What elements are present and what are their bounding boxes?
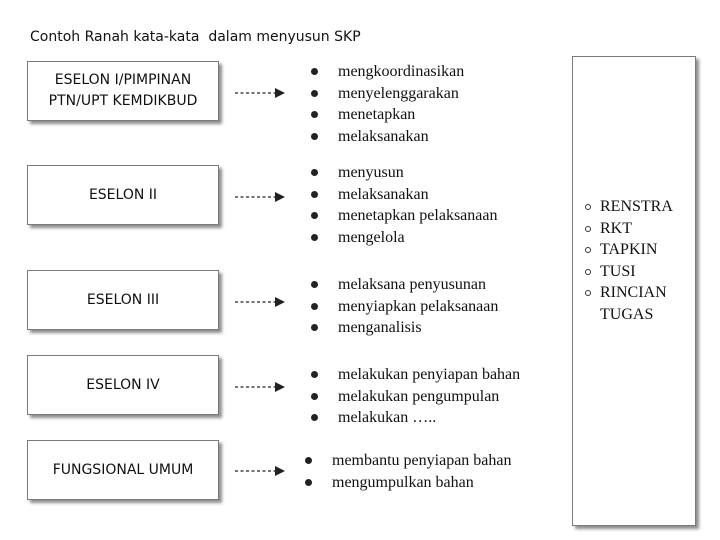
document-list xyxy=(584,196,673,325)
box-eselon-2 xyxy=(27,165,219,225)
list-item: menyelenggarakan xyxy=(308,83,464,105)
list-item: menganalisis xyxy=(308,317,498,339)
list-item: melaksanakan xyxy=(308,184,497,206)
bullet-icon xyxy=(311,169,318,176)
box-fungsional-umum xyxy=(27,440,219,500)
ring-bullet-icon xyxy=(585,247,591,253)
box-eselon-4-label: ESELON IV xyxy=(86,376,160,393)
box-eselon-1 xyxy=(27,61,219,121)
list-item: TUSI xyxy=(584,261,673,283)
arrow-right-icon xyxy=(235,191,285,203)
box-fungsional-umum-label: FUNGSIONAL UMUM xyxy=(52,461,194,478)
bullet-icon xyxy=(311,393,318,400)
arrow-right-icon xyxy=(235,381,285,393)
bullet-icon xyxy=(311,414,318,421)
list-item: melaksanakan xyxy=(308,126,464,148)
verb-list-eselon-4 xyxy=(308,364,520,429)
bullet-icon xyxy=(311,90,318,97)
list-item: RENSTRA xyxy=(584,196,673,218)
verb-list-fungsional-umum xyxy=(302,450,512,493)
arrow-right-icon xyxy=(235,87,285,99)
list-item: menetapkan xyxy=(308,104,464,126)
bullet-icon xyxy=(311,191,318,198)
bullet-icon xyxy=(311,212,318,219)
list-item: melakukan ….. xyxy=(308,407,520,429)
arrow-right-icon xyxy=(235,465,285,477)
bullet-icon xyxy=(311,68,318,75)
ring-bullet-icon xyxy=(585,290,591,296)
ring-bullet-icon xyxy=(585,269,591,275)
list-item: TAPKIN xyxy=(584,239,673,261)
bullet-icon xyxy=(311,303,318,310)
slide-title: Contoh Ranah kata-kata dalam menyusun SKP xyxy=(30,29,361,45)
ring-bullet-icon xyxy=(585,204,591,210)
list-item: membantu penyiapan bahan xyxy=(302,450,512,472)
list-item: menyusun xyxy=(308,162,497,184)
bullet-icon xyxy=(311,234,318,241)
verb-list-eselon-2 xyxy=(308,162,497,248)
list-item: RINCIAN TUGAS xyxy=(584,282,673,325)
box-eselon-3-label: ESELON III xyxy=(86,291,160,308)
arrow-right-icon xyxy=(235,296,285,308)
bullet-icon xyxy=(305,479,312,486)
box-eselon-1-label: ESELON I/PIMPINAN PTN/UPT KEMDIKBUD xyxy=(48,72,198,109)
list-item: melakukan penyiapan bahan xyxy=(308,364,520,386)
bullet-icon xyxy=(311,111,318,118)
list-item: RKT xyxy=(584,218,673,240)
ring-bullet-icon xyxy=(585,226,591,232)
box-eselon-2-label: ESELON II xyxy=(88,186,158,203)
verb-list-eselon-3 xyxy=(308,274,498,339)
bullet-icon xyxy=(311,133,318,140)
bullet-icon xyxy=(305,457,312,464)
box-eselon-3 xyxy=(27,270,219,330)
list-item: mengelola xyxy=(308,227,497,249)
list-item: mengkoordinasikan xyxy=(308,61,464,83)
list-item: menetapkan pelaksanaan xyxy=(308,205,497,227)
list-item: menyiapkan pelaksanaan xyxy=(308,296,498,318)
list-item: melaksana penyusunan xyxy=(308,274,498,296)
bullet-icon xyxy=(311,324,318,331)
list-item: melakukan pengumpulan xyxy=(308,386,520,408)
box-eselon-4 xyxy=(27,355,219,415)
verb-list-eselon-1 xyxy=(308,61,464,147)
bullet-icon xyxy=(311,281,318,288)
bullet-icon xyxy=(311,371,318,378)
list-item: mengumpulkan bahan xyxy=(302,472,512,494)
